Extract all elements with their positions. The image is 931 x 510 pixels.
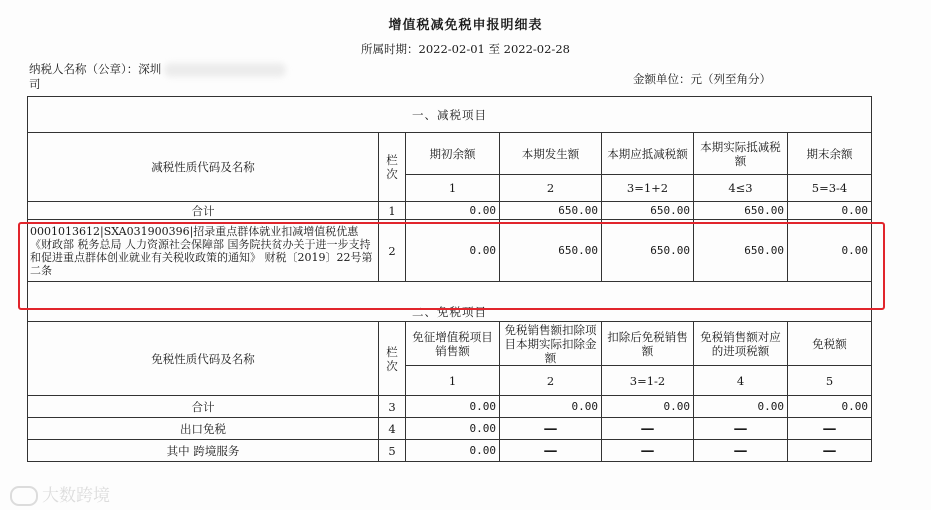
reduction-formula: 4≤3: [694, 175, 788, 202]
reduction-col-header: 本期应抵减税额: [602, 133, 694, 175]
cell-value: 0.00: [694, 396, 788, 418]
cell-value: 0.00: [500, 396, 602, 418]
cell-value: 650.00: [500, 202, 602, 220]
watermark-logo: [10, 481, 110, 506]
reduction-col-header: 本期发生额: [500, 133, 602, 175]
exemption-formula: 2: [500, 366, 602, 396]
table-row: [28, 440, 872, 462]
row-no: 5: [379, 440, 406, 462]
reduction-formula: 3=1+2: [602, 175, 694, 202]
cell-dash: —: [602, 418, 694, 440]
redacted-name: [164, 63, 286, 77]
exemption-col-header: 免税销售额扣除项目本期实际扣除金额: [500, 322, 602, 366]
taxpayer-suffix: 司: [29, 77, 41, 91]
reduction-col-header: 期初余额: [406, 133, 500, 175]
cell-value: 650.00: [500, 220, 602, 282]
exemption-col-header: 免征增值税项目销售额: [406, 322, 500, 366]
row-no: 2: [379, 220, 406, 282]
cell-value: 0.00: [406, 202, 500, 220]
cell-value: 650.00: [602, 202, 694, 220]
exemption-header-row: [28, 322, 872, 366]
document-title: 增值税减免税申报明细表: [388, 18, 543, 33]
exemption-formula: 3=1-2: [602, 366, 694, 396]
row-no: 3: [379, 396, 406, 418]
row-no: 4: [379, 418, 406, 440]
row-name: 出口免税: [28, 418, 379, 440]
cell-value: 0.00: [406, 396, 500, 418]
reduction-formula: 2: [500, 175, 602, 202]
table-row: [28, 396, 872, 418]
exemption-formula: 5: [788, 366, 872, 396]
reduction-header-name: 减税性质代码及名称: [28, 133, 379, 202]
exemption-formula: 1: [406, 366, 500, 396]
watermark-text: 大数跨境: [42, 486, 110, 506]
cell-value: 0.00: [788, 220, 872, 282]
watermark-logo-icon: [10, 486, 38, 506]
exemption-section-title: 二、免税项目: [28, 282, 872, 322]
cell-value: 0.00: [602, 396, 694, 418]
cell-value: 650.00: [602, 220, 694, 282]
cell-value: 0.00: [788, 202, 872, 220]
reduction-formula: 5=3-4: [788, 175, 872, 202]
taxpayer-name: [29, 62, 286, 91]
reduction-section-row: [28, 97, 872, 133]
row-name: 合计: [28, 202, 379, 220]
exemption-col-header: 扣除后免税销售额: [602, 322, 694, 366]
cell-dash: —: [500, 440, 602, 462]
row-no: 1: [379, 202, 406, 220]
cell-value: 0.00: [406, 440, 500, 462]
reduction-header-row-no: 栏次: [379, 133, 406, 202]
cell-value: 0.00: [406, 220, 500, 282]
amount-unit: 金额单位：元（列至角分）: [633, 72, 771, 86]
highlight-box: [18, 222, 885, 310]
cell-value: 0.00: [406, 418, 500, 440]
exemption-header-name: 免税性质代码及名称: [28, 322, 379, 396]
table-row: [28, 202, 872, 220]
exemption-col-header: 免税销售额对应的进项税额: [694, 322, 788, 366]
row-name: 其中 跨境服务: [28, 440, 379, 462]
exemption-col-header: 免税额: [788, 322, 872, 366]
cell-dash: —: [500, 418, 602, 440]
cell-dash: —: [602, 440, 694, 462]
row-name: 合计: [28, 396, 379, 418]
taxpayer-label: 纳税人名称（公章）：深圳: [29, 62, 162, 76]
cell-value: 650.00: [694, 202, 788, 220]
reduction-col-header: 期末余额: [788, 133, 872, 175]
exemption-formula: 4: [694, 366, 788, 396]
cell-dash: —: [788, 418, 872, 440]
row-name: 0001013612|SXA031900396|招录重点群体就业扣减增值税优惠《财政部 税务总局 人力资源社会保障部 国务院扶贫办关于进一步支持和促进重点群体创业就业有关税收政策的通知》 财税〔2019〕22号第二条: [28, 220, 379, 282]
reduction-header-row: [28, 133, 872, 175]
cell-dash: —: [694, 440, 788, 462]
reduction-col-header: 本期实际抵减税额: [694, 133, 788, 175]
reduction-formula: 1: [406, 175, 500, 202]
table-row: [28, 418, 872, 440]
cell-value: 650.00: [694, 220, 788, 282]
period-line: 所属时期：2022-02-01 至 2022-02-28: [361, 42, 570, 56]
cell-dash: —: [788, 440, 872, 462]
cell-value: 0.00: [788, 396, 872, 418]
reduction-section-title: 一、减税项目: [28, 97, 872, 133]
exemption-header-row-no: 栏次: [379, 322, 406, 396]
cell-dash: —: [694, 418, 788, 440]
